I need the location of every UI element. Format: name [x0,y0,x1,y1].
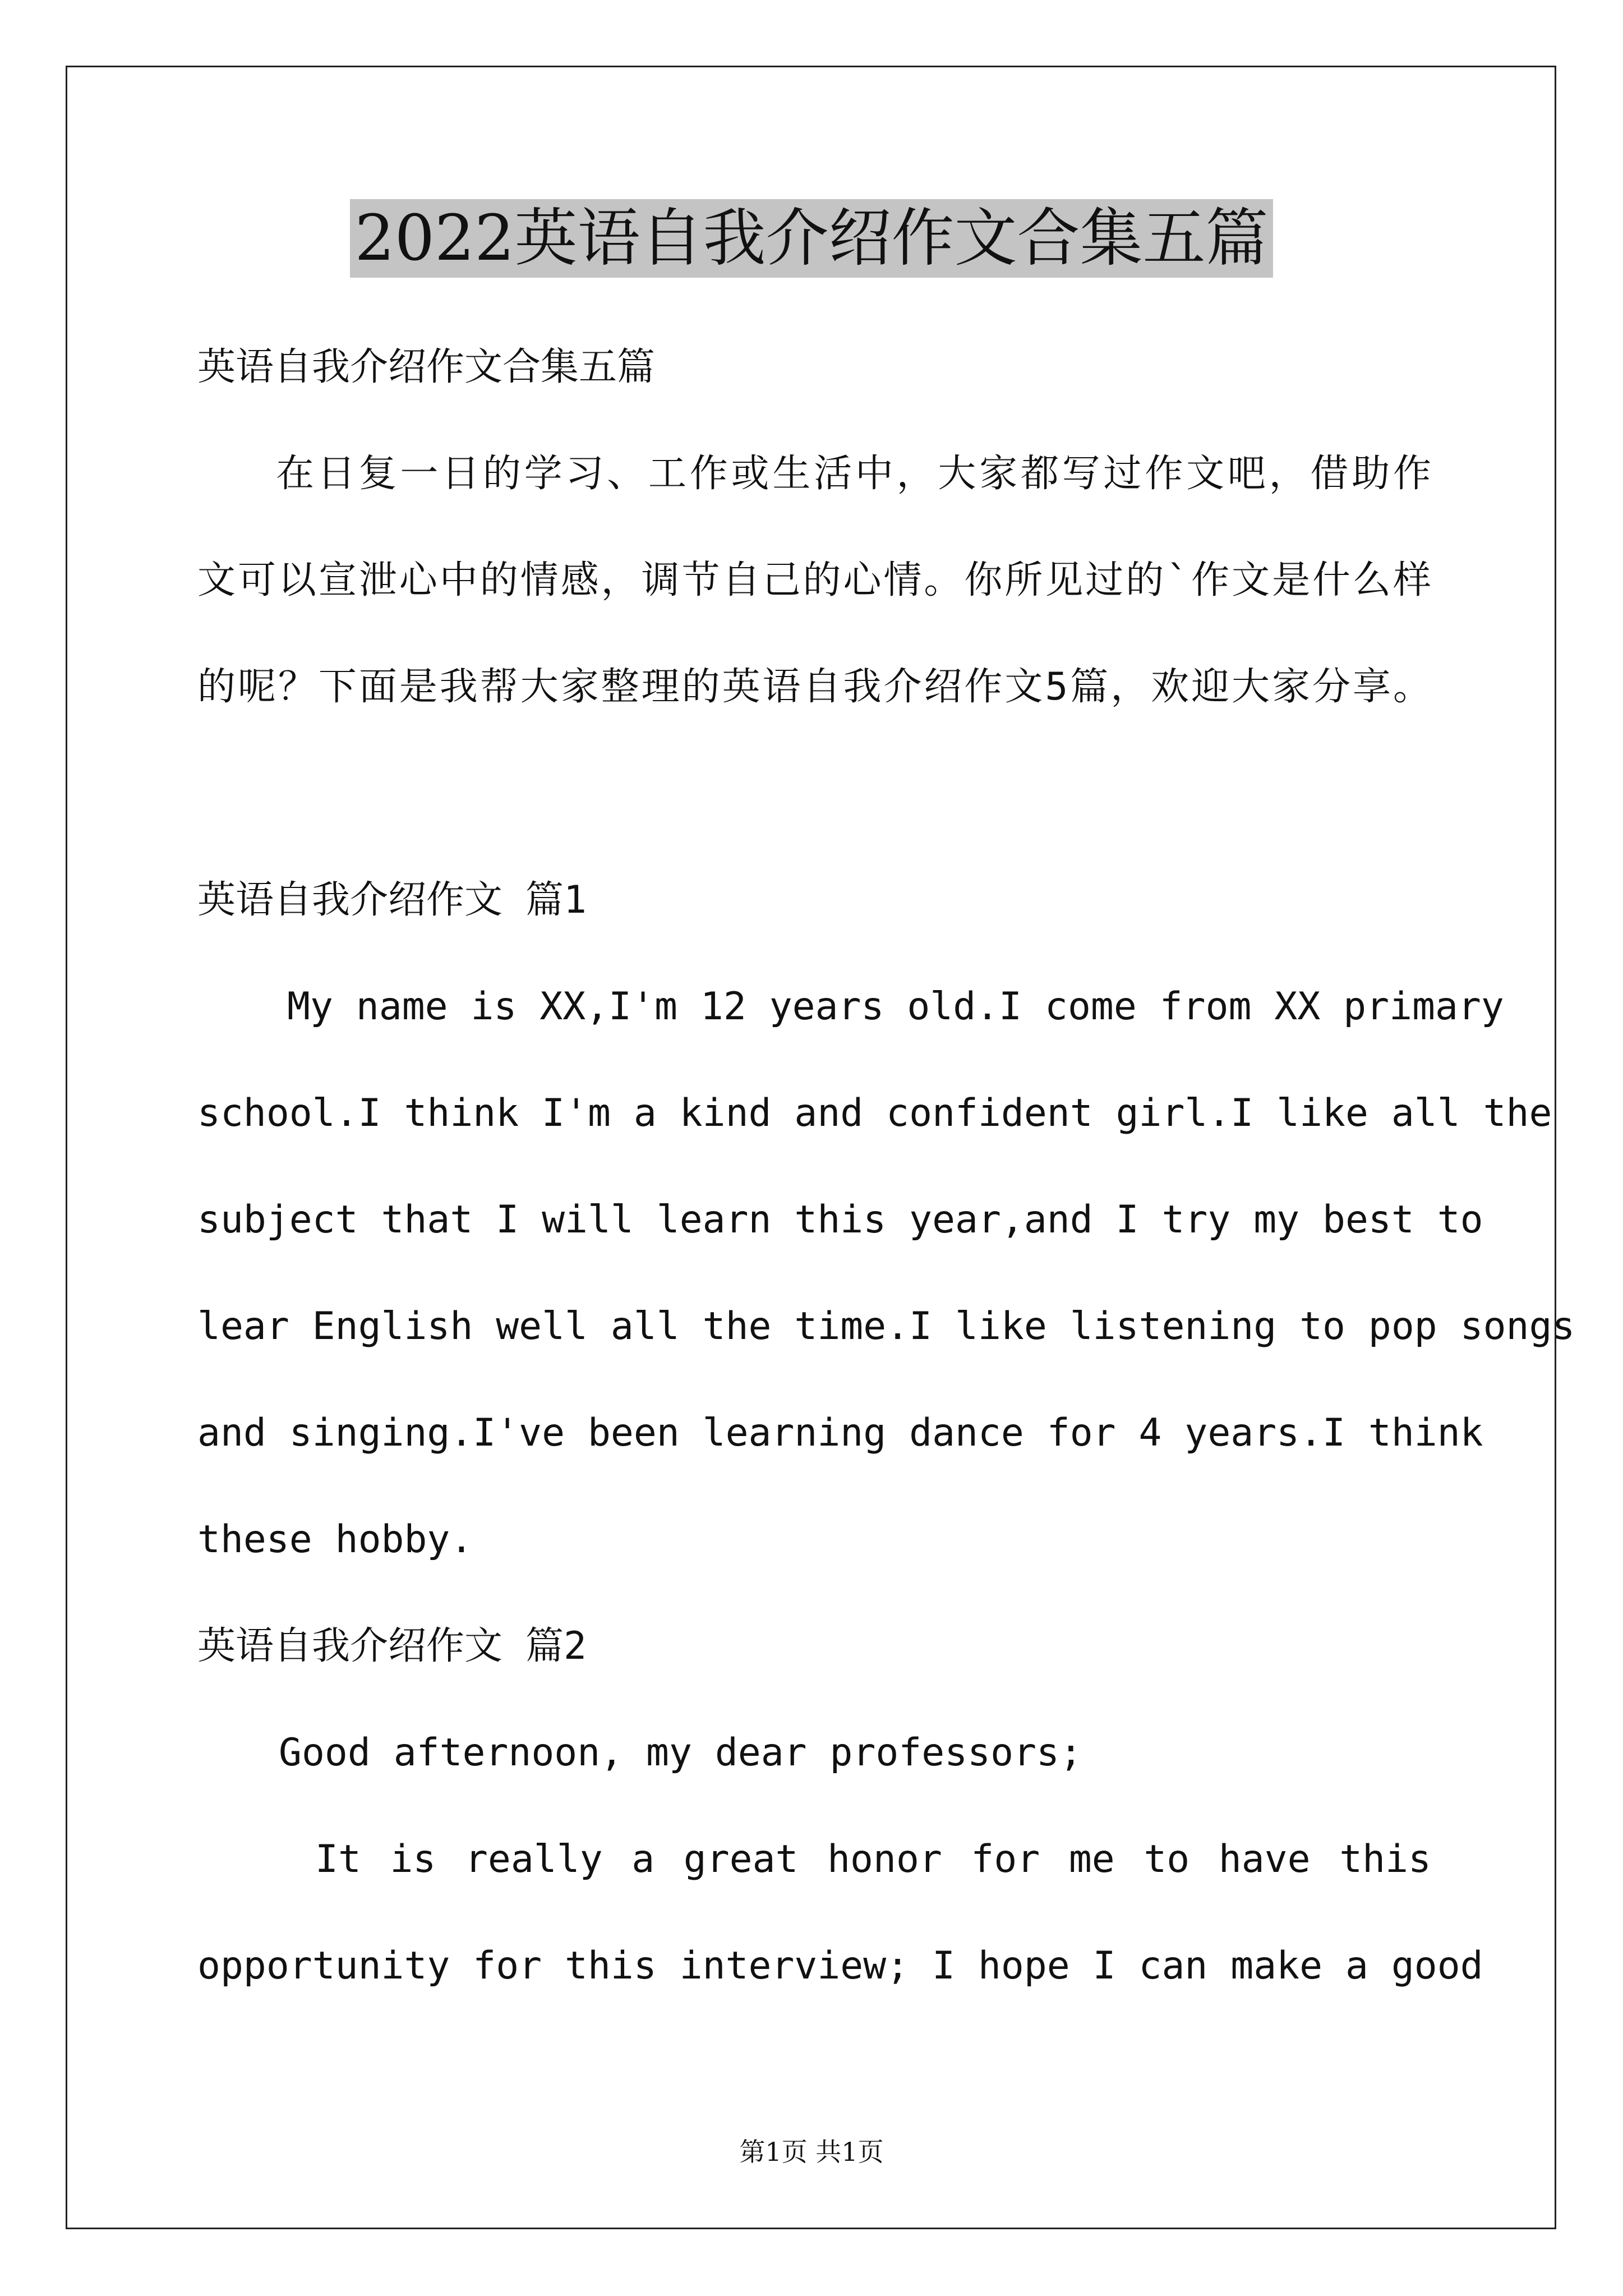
paragraph-line: lear English well all the time.I like listening to pop songs [197,1304,1575,1349]
intro-line: 的呢？下面是我帮大家整理的英语自我介绍作文5篇，欢迎大家分享。 [197,665,1431,709]
subtitle: 英语自我介绍作文合集五篇 [197,345,656,389]
paragraph-line: It is really a great honor for me to have this [315,1837,1431,1881]
document-title: 2022英语自我介绍作文合集五篇 [350,199,1272,278]
paragraph-line: and singing.I've been learning dance for 4 years.I think [197,1411,1483,1455]
paragraph-line: these hobby. [197,1517,473,1562]
section-heading: 英语自我介绍作文 篇2 [197,1624,587,1668]
intro-line: 文可以宣泄心中的情感，调节自己的心情。你所见过的`作文是什么样 [197,558,1431,602]
paragraph-line: school.I think I'm a kind and confident girl.I like all the [197,1091,1552,1135]
spacer [197,740,1431,847]
paragraph-line: subject that I will learn this year,and I try my best to [197,1198,1483,1242]
section-heading: 英语自我介绍作文 篇1 [197,878,587,922]
document-body [197,314,1575,2019]
intro-line: 在日复一日的学习、工作或生活中，大家都写过作文吧，借助作 [276,452,1431,496]
title-container [0,199,1623,278]
paragraph-line: opportunity for this interview; I hope I can make a good [197,1944,1483,1988]
paragraph-line: My name is XX,I'm 12 years old.I come from XX primary [287,984,1504,1029]
page-footer: 第1页 共1页 [739,2137,884,2167]
greeting-line: Good afternoon, my dear professors; [279,1731,1082,1775]
